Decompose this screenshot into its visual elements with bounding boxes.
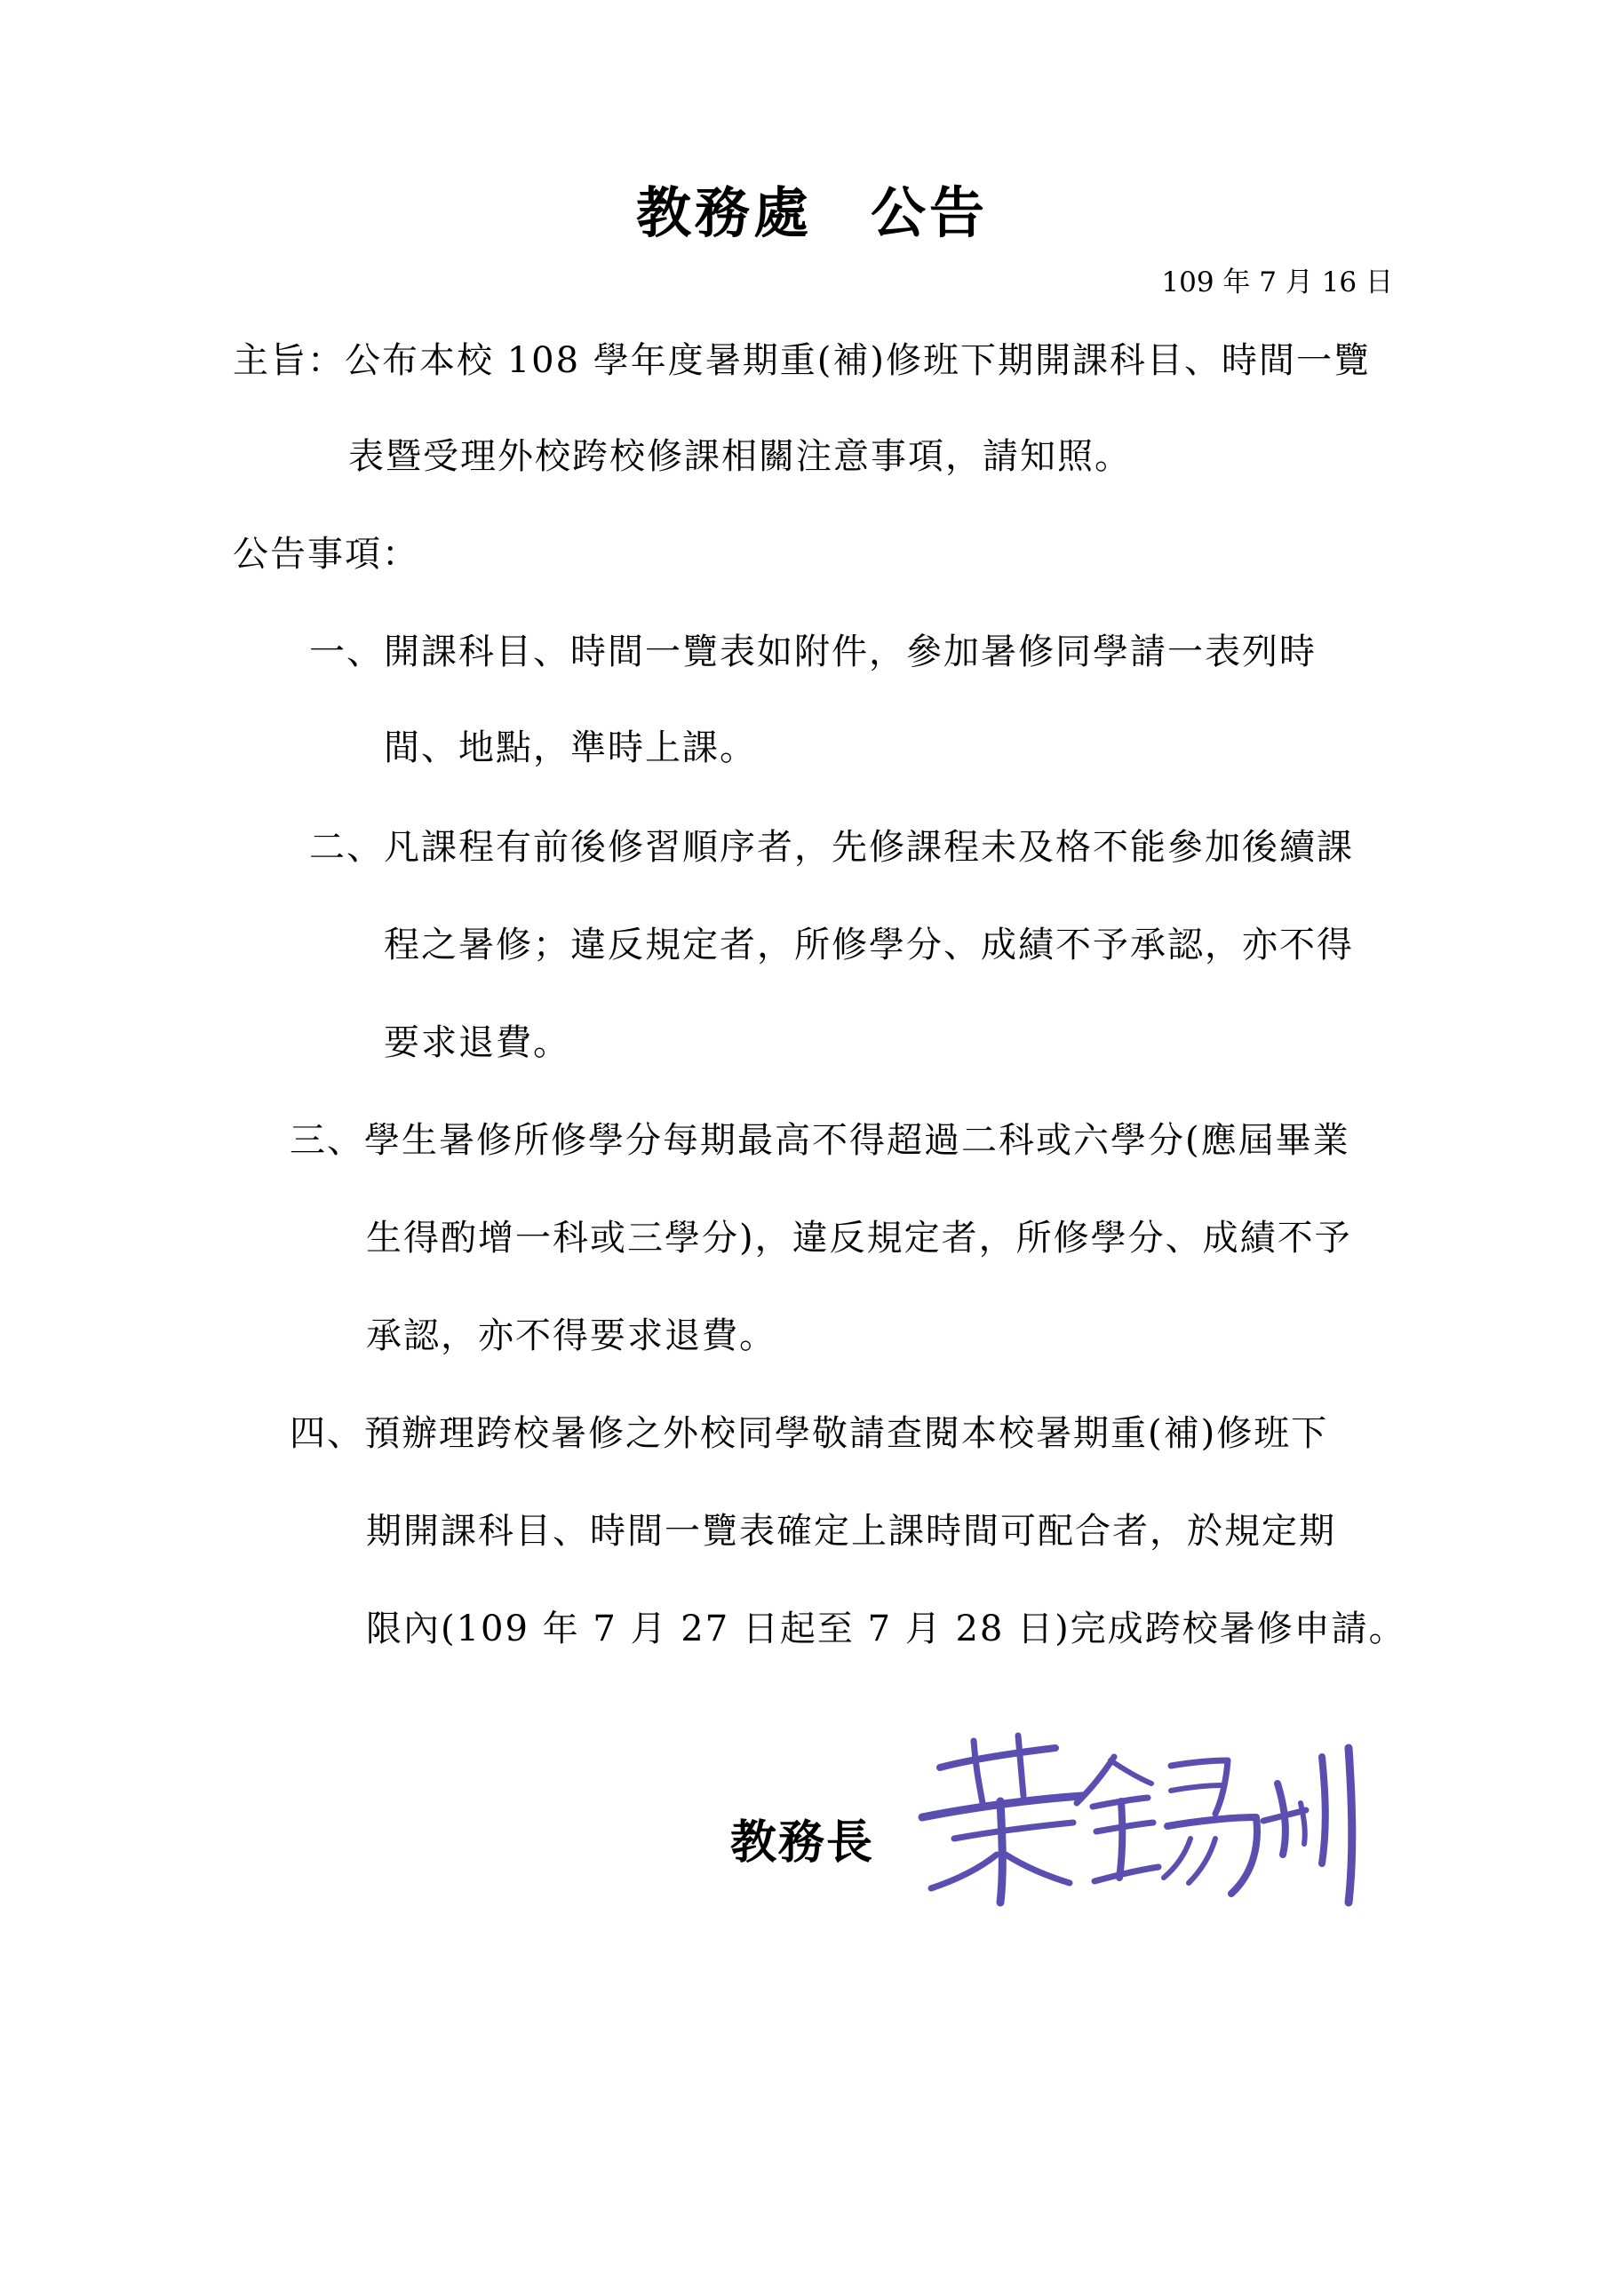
item-3-line-3: 承認，亦不得要求退費。 (366, 1315, 776, 1356)
announcement-date: 109 年 7 月 16 日 (1161, 266, 1393, 298)
subject-line-1: 主旨：公布本校 108 學年度暑期重(補)修班下期開課科目、時間一覽 (233, 340, 1371, 381)
items-header: 公告事項： (233, 534, 419, 575)
item-4-line-3: 限內(109 年 7 月 27 日起至 7 月 28 日)完成跨校暑修申請。 (366, 1609, 1406, 1649)
item-2-line-2: 程之暑修；違反規定者，所修學分、成績不予承認，亦不得 (384, 925, 1354, 965)
item-3-line-2: 生得酌增一科或三學分)，違反規定者，所修學分、成績不予 (366, 1218, 1352, 1259)
page-title: 教務處 公告 (635, 180, 988, 245)
item-2-line-1: 二、凡課程有前後修習順序者，先修課程未及格不能參加後續課 (309, 827, 1354, 868)
item-1-line-1: 一、開課科目、時間一覽表如附件，參加暑修同學請一表列時 (309, 632, 1317, 672)
subject-line-2: 表暨受理外校跨校修課相關注意事項，請知照。 (348, 436, 1132, 477)
item-2-line-3: 要求退費。 (384, 1022, 570, 1063)
signer-title: 教務長 (730, 1815, 875, 1870)
item-1-line-2: 間、地點，準時上課。 (384, 727, 757, 768)
item-3-line-1: 三、學生暑修所修學分每期最高不得超過二科或六學分(應屆畢業 (290, 1120, 1350, 1161)
handwritten-signature (904, 1721, 1366, 1917)
item-4-line-1: 四、預辦理跨校暑修之外校同學敬請查閱本校暑期重(補)修班下 (290, 1413, 1329, 1454)
item-4-line-2: 期開課科目、時間一覽表確定上課時間可配合者，於規定期 (366, 1511, 1336, 1552)
